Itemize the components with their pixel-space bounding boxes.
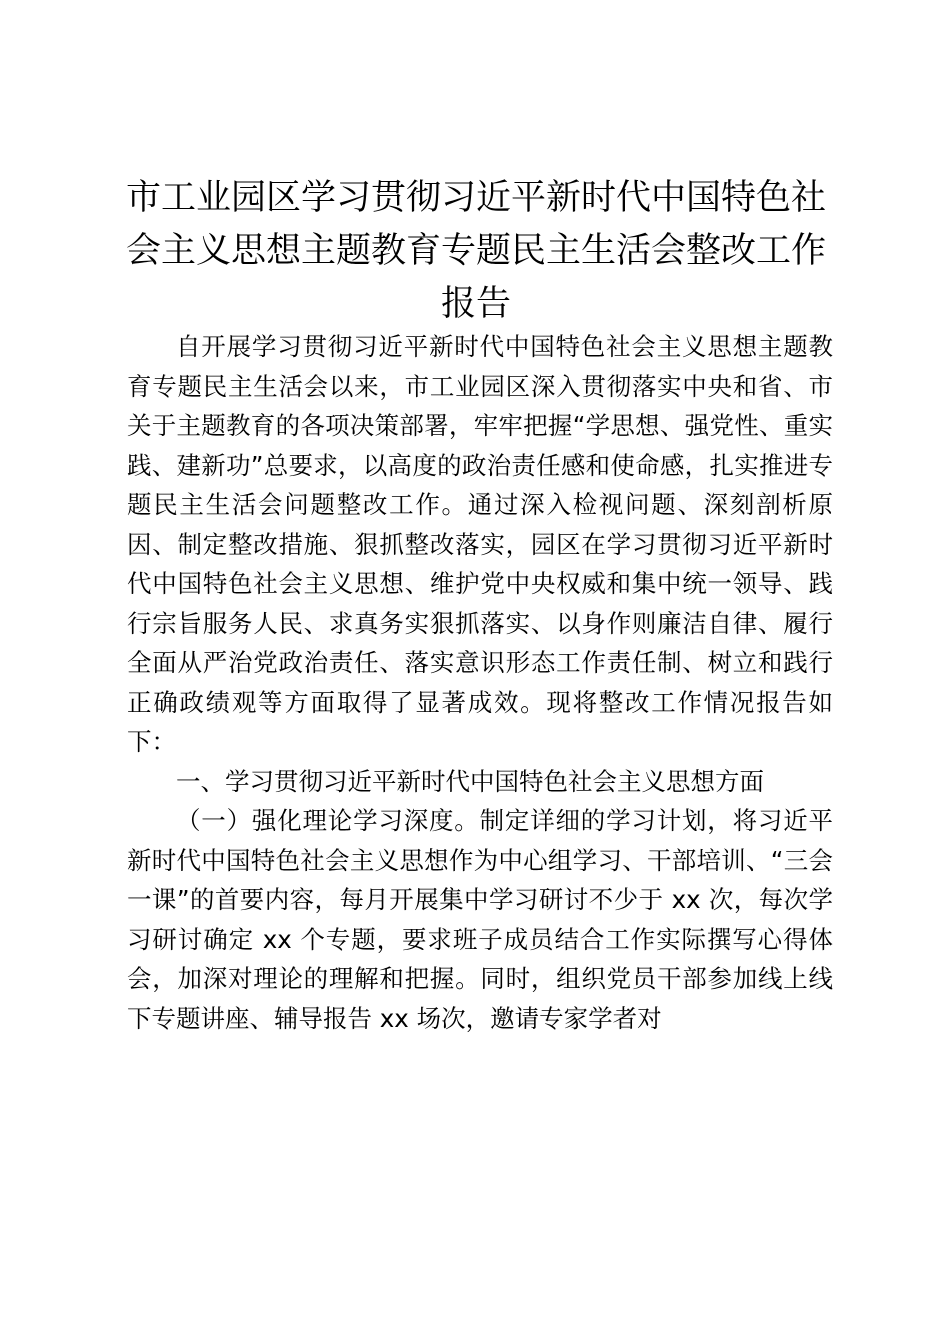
intro-paragraph: 自开展学习贯彻习近平新时代中国特色社会主义思想主题教育专题民主生活会以来，市工业园区深入贯彻落实中央和省、市关于主题教育的各项决策部署，牢牢把握“学思想、强党性、重实践、建新功”总要求，以高度的政治责任感和使命感，扎实推进专题民主生活会问题整改工作。通过深入检视问题、深刻剖析原因、制定整改措施、狠抓整改落实，园区在学习贯彻习近平新时代中国特色社会主义思想、维护党中央权威和集中统一领导、践行宗旨服务人民、求真务实狠抓落实、以身作则廉洁自律、履行全面从严治党政治责任、落实意识形态工作责任制、树立和践行正确政绩观等方面取得了显著成效。现将整改工作情况报告如下： [127, 332, 833, 756]
section-heading: 一、学习贯彻习近平新时代中国特色社会主义思想方面 [176, 766, 764, 796]
document-title: 市工业园区学习贯彻习近平新时代中国特色社会主义思想主题教育专题民主生活会整改工作报告 [125, 178, 826, 324]
section-paragraph: （一）强化理论学习深度。制定详细的学习计划，将习近平新时代中国特色社会主义思想作为中心组学习、干部培训、“三会一课”的首要内容，每月开展集中学习研讨不少于 xx 次，每次学习研讨确定 xx 个专题，要求班子成员结合工作实际撰写心得体会，加深对理论的理解和把握。同时，组织党员干部参加线上线下专题讲座、辅导报告 xx 场次，邀请专家学者对 [127, 806, 833, 1033]
document-body [127, 327, 833, 1038]
